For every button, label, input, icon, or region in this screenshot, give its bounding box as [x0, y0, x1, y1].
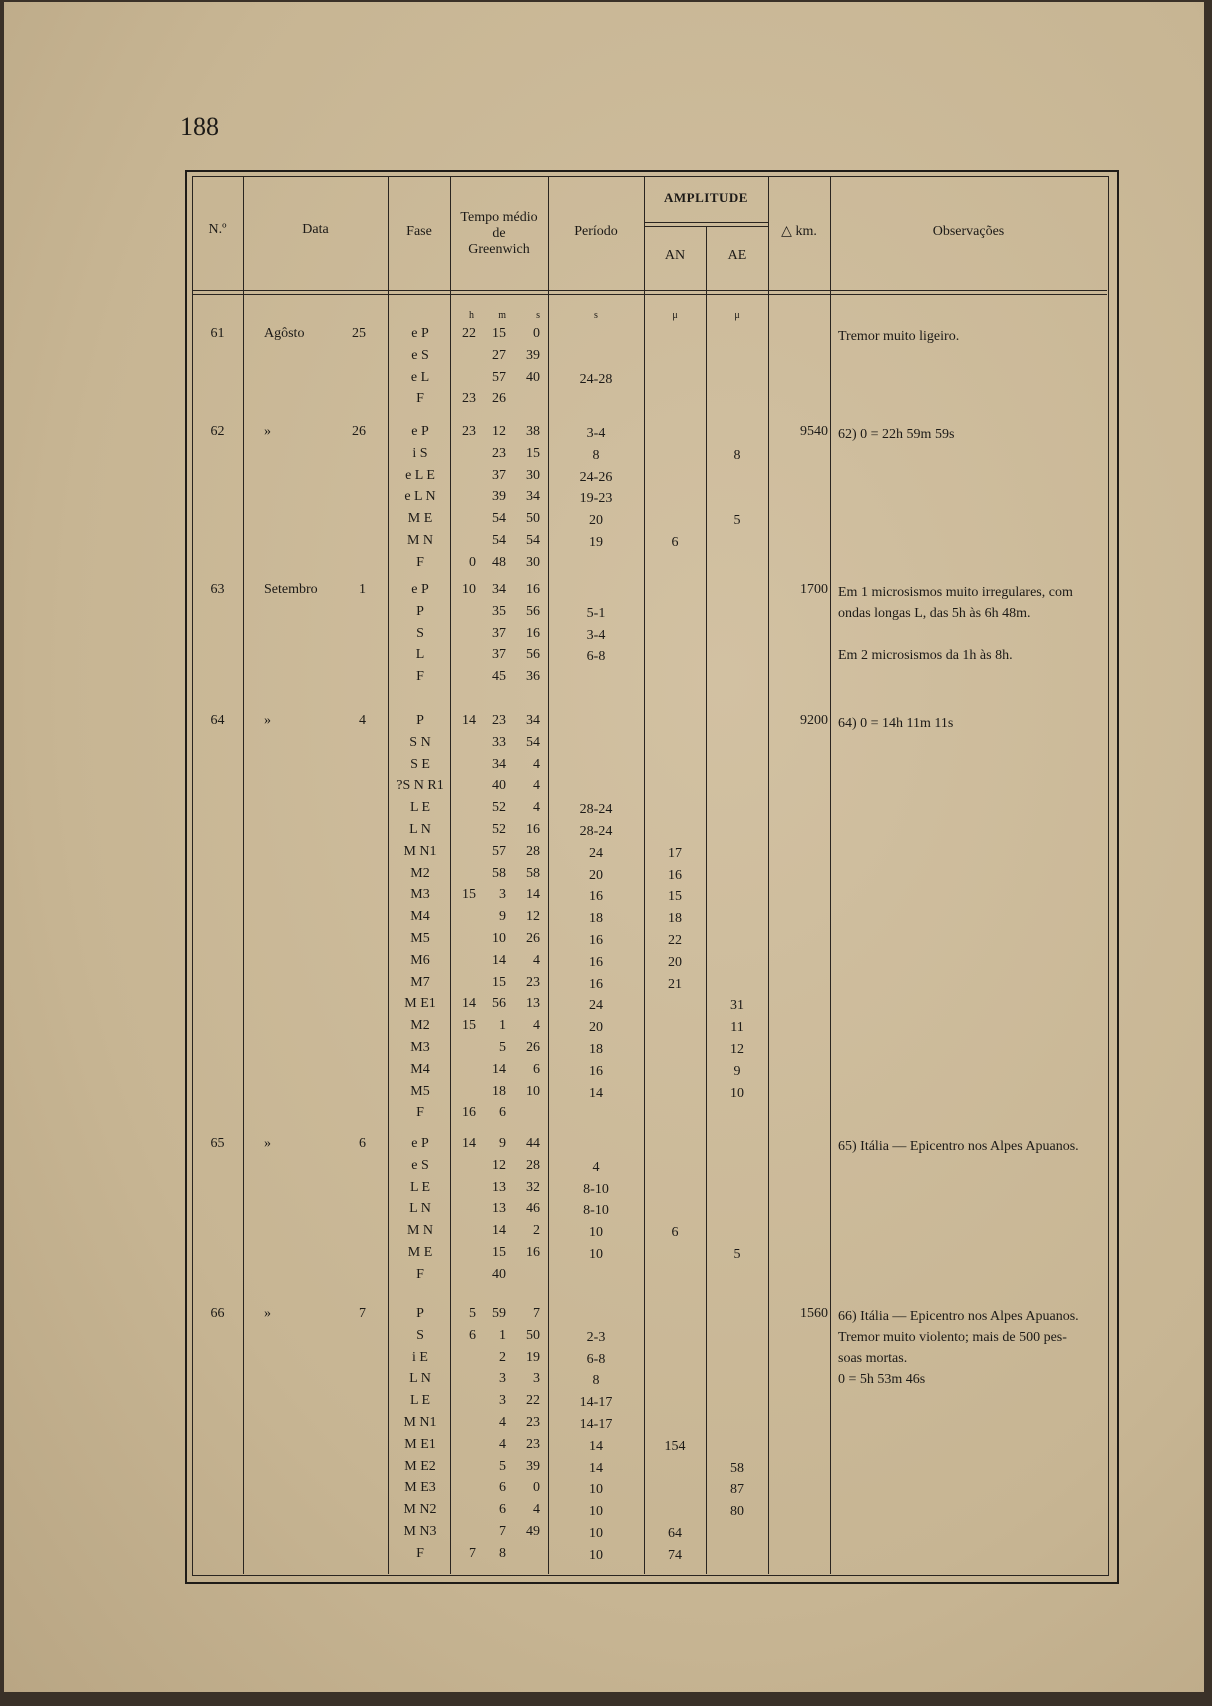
observation-line: 65) Itália — Epicentro nos Alpes Apuanos. [838, 1139, 1079, 1154]
period-cell: 8-10 [583, 1182, 609, 1197]
header-data: Data [302, 222, 329, 237]
second-cell: 16 [526, 822, 540, 837]
minute-cell: 35 [492, 604, 506, 619]
amplitude-e-cell: 12 [730, 1042, 744, 1057]
second-cell: 16 [526, 1245, 540, 1260]
phase-cell: M2 [410, 866, 430, 881]
page-number: 188 [180, 112, 219, 141]
minute-cell: 52 [492, 800, 506, 815]
event-distance: 9540 [800, 424, 828, 439]
header-amplitude: AMPLITUDE [664, 190, 748, 205]
phase-cell: M3 [410, 1040, 430, 1055]
phase-cell: L E [409, 1393, 431, 1408]
amplitude-n-cell: 64 [668, 1526, 682, 1541]
event-number: 64 [210, 713, 225, 728]
minute-cell: 37 [492, 468, 506, 483]
event-month: Agôsto [264, 326, 305, 341]
second-cell: 49 [526, 1524, 540, 1539]
amplitude-n-cell: 22 [668, 933, 682, 948]
phase-cell: e S [411, 1158, 429, 1173]
minute-cell: 18 [492, 1084, 506, 1099]
second-cell: 50 [526, 511, 540, 526]
second-cell: 23 [526, 1437, 540, 1452]
second-cell: 28 [526, 1158, 540, 1173]
phase-cell: S E [410, 757, 430, 772]
period-cell: 20 [589, 1020, 603, 1035]
header-rule [192, 294, 1107, 295]
minute-cell: 15 [492, 326, 506, 341]
second-cell: 22 [526, 1393, 540, 1408]
phase-cell: P [416, 713, 424, 728]
event-distance: 9200 [800, 713, 828, 728]
hour-cell: 14 [462, 996, 476, 1011]
period-cell: 16 [589, 955, 603, 970]
amplitude-n-cell: 20 [668, 955, 682, 970]
minute-cell: 5 [499, 1459, 506, 1474]
second-cell: 36 [526, 669, 540, 684]
second-cell: 4 [533, 953, 540, 968]
second-cell: 0 [533, 326, 540, 341]
observation-line: Em 1 microsismos muito irregulares, com [838, 585, 1073, 600]
phase-cell: M E [407, 1245, 433, 1260]
period-cell: 3-4 [586, 628, 606, 643]
observation-line: soas mortas. [838, 1351, 908, 1366]
second-cell: 58 [526, 866, 540, 881]
period-cell: 16 [589, 1064, 603, 1079]
period-cell: 10 [589, 1225, 603, 1240]
minute-cell: 34 [492, 757, 506, 772]
period-cell: 14-17 [579, 1395, 613, 1410]
event-month: » [264, 1306, 271, 1321]
minute-cell: 57 [492, 844, 506, 859]
phase-cell: M2 [410, 1018, 430, 1033]
period-cell: 16 [589, 933, 603, 948]
event-month: Setembro [264, 582, 318, 597]
period-cell: 8-10 [583, 1203, 609, 1218]
header-periodo: Período [574, 224, 618, 239]
observation-line: 66) Itália — Epicentro nos Alpes Apuanos. [838, 1309, 1079, 1324]
minute-cell: 37 [492, 626, 506, 641]
second-cell: 46 [526, 1201, 540, 1216]
minute-cell: 9 [499, 1136, 506, 1151]
second-cell: 26 [526, 1040, 540, 1055]
amplitude-e-cell: 8 [733, 448, 741, 463]
event-day: 1 [359, 582, 366, 597]
hour-cell: 0 [469, 555, 476, 570]
minute-cell: 4 [499, 1437, 506, 1452]
phase-cell: i S [412, 446, 428, 461]
minute-cell: 58 [492, 866, 506, 881]
event-number: 63 [210, 582, 225, 597]
observation-line: 0 = 5h 53m 46s [838, 1372, 926, 1387]
event-month: » [264, 713, 271, 728]
minute-cell: 40 [492, 1267, 506, 1282]
event-distance: 1700 [800, 582, 828, 597]
phase-cell: e P [411, 424, 429, 439]
minute-cell: 1 [499, 1328, 506, 1343]
amplitude-rule [644, 226, 768, 227]
amplitude-e-cell: 80 [730, 1504, 744, 1519]
minute-cell: 15 [492, 1245, 506, 1260]
amplitude-e-cell: 58 [730, 1461, 744, 1476]
col-rule [830, 176, 831, 1574]
event-number: 65 [210, 1136, 225, 1151]
unit-h: h [469, 310, 474, 321]
minute-cell: 5 [499, 1040, 506, 1055]
minute-cell: 13 [492, 1201, 506, 1216]
phase-cell: L N [409, 822, 431, 837]
amplitude-n-cell: 15 [668, 889, 682, 904]
amplitude-e-cell: 31 [730, 998, 744, 1013]
second-cell: 4 [533, 800, 540, 815]
col-rule [706, 226, 707, 1574]
period-cell: 10 [589, 1548, 603, 1563]
second-cell: 4 [533, 778, 540, 793]
minute-cell: 7 [499, 1524, 506, 1539]
event-number: 62 [210, 424, 225, 439]
phase-cell: ?S N R1 [396, 778, 444, 793]
minute-cell: 27 [492, 348, 506, 363]
phase-cell: F [416, 1267, 424, 1282]
second-cell: 4 [533, 757, 540, 772]
phase-cell: M E3 [404, 1480, 436, 1495]
phase-cell: S N [409, 735, 431, 750]
phase-cell: e L N [404, 489, 436, 504]
minute-cell: 37 [492, 647, 506, 662]
second-cell: 34 [526, 713, 540, 728]
second-cell: 19 [526, 1350, 540, 1365]
minute-cell: 13 [492, 1180, 506, 1195]
phase-cell: M6 [410, 953, 430, 968]
second-cell: 16 [526, 582, 540, 597]
phase-cell: F [416, 1105, 424, 1120]
second-cell: 10 [526, 1084, 540, 1099]
period-cell: 14 [589, 1439, 603, 1454]
phase-cell: M7 [410, 975, 430, 990]
hour-cell: 5 [469, 1306, 476, 1321]
second-cell: 28 [526, 844, 540, 859]
minute-cell: 48 [492, 555, 506, 570]
second-cell: 34 [526, 489, 540, 504]
period-cell: 19 [589, 535, 603, 550]
minute-cell: 15 [492, 975, 506, 990]
amplitude-n-cell: 18 [668, 911, 682, 926]
minute-cell: 14 [492, 1223, 506, 1238]
phase-cell: M N1 [403, 1415, 437, 1430]
period-cell: 16 [589, 889, 603, 904]
phase-cell: S [416, 1328, 424, 1343]
amplitude-e-cell: 9 [733, 1064, 741, 1079]
period-cell: 18 [589, 911, 603, 926]
phase-cell: M E1 [404, 1437, 436, 1452]
event-month: » [264, 1136, 271, 1151]
period-cell: 6-8 [586, 649, 606, 664]
unit-an: μ [672, 310, 678, 321]
minute-cell: 6 [499, 1105, 506, 1120]
minute-cell: 56 [492, 996, 506, 1011]
hour-cell: 15 [462, 1018, 476, 1033]
event-day: 7 [359, 1306, 366, 1321]
event-day: 25 [352, 326, 366, 341]
period-cell: 6-8 [586, 1352, 606, 1367]
period-cell: 24-28 [579, 372, 613, 387]
period-cell: 28-24 [579, 824, 613, 839]
amplitude-n-cell: 6 [671, 535, 679, 550]
minute-cell: 52 [492, 822, 506, 837]
phase-cell: L [415, 647, 425, 662]
observation-line: 62) 0 = 22h 59m 59s [838, 427, 955, 442]
amplitude-n-cell: 16 [668, 868, 682, 883]
amplitude-e-cell: 11 [730, 1020, 744, 1035]
phase-cell: L N [409, 1371, 431, 1386]
second-cell: 26 [526, 931, 540, 946]
second-cell: 23 [526, 1415, 540, 1430]
header-ae: AE [727, 248, 747, 263]
unit-m: m [498, 310, 506, 321]
hour-cell: 23 [462, 391, 476, 406]
period-cell: 10 [589, 1504, 603, 1519]
minute-cell: 10 [492, 931, 506, 946]
phase-cell: L E [409, 800, 431, 815]
phase-cell: e P [411, 1136, 429, 1151]
event-distance: 1560 [800, 1306, 828, 1321]
period-cell: 10 [589, 1526, 603, 1541]
phase-cell: e P [411, 326, 429, 341]
minute-cell: 57 [492, 370, 506, 385]
minute-cell: 8 [499, 1546, 506, 1561]
minute-cell: 1 [499, 1018, 506, 1033]
amplitude-n-cell: 74 [668, 1548, 682, 1563]
phase-cell: M N [406, 533, 434, 548]
minute-cell: 45 [492, 669, 506, 684]
minute-cell: 14 [492, 953, 506, 968]
phase-cell: M N [406, 1223, 434, 1238]
minute-cell: 34 [492, 582, 506, 597]
amplitude-rule [644, 222, 768, 223]
minute-cell: 12 [492, 424, 506, 439]
header-num: N.º [208, 222, 227, 237]
header-tempo-line2: de [492, 226, 506, 241]
observation-line: ondas longas L, das 5h às 6h 48m. [838, 606, 1031, 621]
minute-cell: 9 [499, 909, 506, 924]
event-day: 6 [359, 1136, 366, 1151]
unit-ae: μ [734, 310, 740, 321]
period-cell: 14 [589, 1086, 603, 1101]
minute-cell: 14 [492, 1062, 506, 1077]
phase-cell: e P [411, 582, 429, 597]
period-cell: 24 [589, 846, 603, 861]
second-cell: 0 [533, 1480, 540, 1495]
phase-cell: F [416, 555, 424, 570]
event-day: 4 [359, 713, 366, 728]
observation-line: Em 2 microsismos da 1h às 8h. [838, 648, 1013, 663]
period-cell: 8 [592, 1373, 600, 1388]
second-cell: 15 [526, 446, 540, 461]
minute-cell: 2 [499, 1350, 506, 1365]
phase-cell: M N2 [403, 1502, 437, 1517]
hour-cell: 6 [469, 1328, 476, 1343]
period-cell: 10 [589, 1247, 603, 1262]
minute-cell: 54 [492, 533, 506, 548]
phase-cell: S [416, 626, 424, 641]
amplitude-n-cell: 6 [671, 1225, 679, 1240]
amplitude-e-cell: 87 [730, 1482, 744, 1497]
minute-cell: 6 [499, 1502, 506, 1517]
phase-cell: M N3 [403, 1524, 437, 1539]
col-rule [768, 176, 769, 1574]
header-tempo-line1: Tempo médio [460, 210, 538, 225]
period-cell: 24 [589, 998, 603, 1013]
second-cell: 39 [526, 1459, 540, 1474]
phase-cell: M3 [410, 887, 430, 902]
hour-cell: 14 [462, 1136, 476, 1151]
period-cell: 2-3 [586, 1330, 606, 1345]
hour-cell: 16 [462, 1105, 476, 1120]
minute-cell: 6 [499, 1480, 506, 1495]
minute-cell: 12 [492, 1158, 506, 1173]
event-day: 26 [352, 424, 366, 439]
minute-cell: 3 [499, 1393, 506, 1408]
period-cell: 24-26 [579, 470, 613, 485]
phase-cell: e L [410, 370, 430, 385]
phase-cell: M4 [410, 909, 430, 924]
phase-cell: M5 [410, 931, 430, 946]
phase-cell: L N [409, 1201, 431, 1216]
second-cell: 4 [533, 1502, 540, 1517]
period-cell: 14 [589, 1461, 603, 1476]
minute-cell: 59 [492, 1306, 506, 1321]
phase-cell: F [416, 391, 424, 406]
phase-cell: F [416, 669, 424, 684]
period-cell: 3-4 [586, 426, 606, 441]
phase-cell: M5 [410, 1084, 430, 1099]
phase-cell: P [416, 1306, 424, 1321]
period-cell: 10 [589, 1482, 603, 1497]
second-cell: 50 [526, 1328, 540, 1343]
amplitude-e-cell: 5 [733, 1247, 741, 1262]
period-cell: 8 [592, 448, 600, 463]
phase-cell: F [416, 1546, 424, 1561]
unit-s: s [536, 310, 540, 321]
header-km: △ km. [781, 224, 817, 239]
minute-cell: 4 [499, 1415, 506, 1430]
unit-period: s [594, 310, 598, 321]
amplitude-e-cell: 10 [730, 1086, 744, 1101]
period-cell: 18 [589, 1042, 603, 1057]
second-cell: 16 [526, 626, 540, 641]
period-cell: 20 [589, 868, 603, 883]
second-cell: 14 [526, 887, 540, 902]
observation-line: Tremor muito ligeiro. [838, 329, 960, 344]
phase-cell: M4 [410, 1062, 430, 1077]
hour-cell: 14 [462, 713, 476, 728]
hour-cell: 23 [462, 424, 476, 439]
phase-cell: M E [407, 511, 433, 526]
amplitude-n-cell: 154 [664, 1439, 686, 1454]
phase-cell: M E1 [404, 996, 436, 1011]
minute-cell: 54 [492, 511, 506, 526]
second-cell: 6 [533, 1062, 540, 1077]
phase-cell: L E [409, 1180, 431, 1195]
phase-cell: M E2 [404, 1459, 436, 1474]
second-cell: 4 [533, 1018, 540, 1033]
amplitude-e-cell: 5 [733, 513, 741, 528]
second-cell: 40 [526, 370, 540, 385]
period-cell: 28-24 [579, 802, 613, 817]
phase-cell: P [416, 604, 424, 619]
header-tempo [450, 210, 548, 258]
second-cell: 32 [526, 1180, 540, 1195]
minute-cell: 40 [492, 778, 506, 793]
second-cell: 38 [526, 424, 540, 439]
minute-cell: 23 [492, 446, 506, 461]
second-cell: 44 [526, 1136, 540, 1151]
second-cell: 23 [526, 975, 540, 990]
period-cell: 5-1 [586, 606, 606, 621]
event-number: 66 [210, 1306, 225, 1321]
phase-cell: i E [412, 1350, 428, 1365]
event-month: » [264, 424, 271, 439]
minute-cell: 3 [499, 887, 506, 902]
second-cell: 3 [533, 1371, 540, 1386]
period-cell: 16 [589, 977, 603, 992]
observation-line: 64) 0 = 14h 11m 11s [838, 716, 954, 731]
header-rule [192, 290, 1107, 291]
second-cell: 30 [526, 555, 540, 570]
amplitude-n-cell: 17 [668, 846, 682, 861]
second-cell: 56 [526, 604, 540, 619]
second-cell: 54 [526, 735, 540, 750]
amplitude-n-cell: 21 [668, 977, 682, 992]
minute-cell: 23 [492, 713, 506, 728]
header-fase: Fase [406, 224, 432, 239]
second-cell: 56 [526, 647, 540, 662]
period-cell: 20 [589, 513, 603, 528]
period-cell: 19-23 [579, 491, 613, 506]
second-cell: 2 [533, 1223, 540, 1238]
observation-line: Tremor muito violento; mais de 500 pes- [838, 1330, 1067, 1345]
second-cell: 13 [526, 996, 540, 1011]
minute-cell: 26 [492, 391, 506, 406]
hour-cell: 7 [469, 1546, 476, 1561]
phase-cell: e L E [405, 468, 435, 483]
minute-cell: 33 [492, 735, 506, 750]
col-rule [243, 176, 244, 1574]
event-number: 61 [210, 326, 225, 341]
second-cell: 39 [526, 348, 540, 363]
hour-cell: 10 [462, 582, 476, 597]
col-rule [388, 176, 389, 1574]
header-an: AN [664, 248, 686, 263]
hour-cell: 15 [462, 887, 476, 902]
hour-cell: 22 [462, 326, 476, 341]
col-rule [450, 176, 451, 1574]
phase-cell: e S [411, 348, 429, 363]
minute-cell: 3 [499, 1371, 506, 1386]
second-cell: 54 [526, 533, 540, 548]
header-obs: Observações [932, 224, 1005, 239]
minute-cell: 39 [492, 489, 506, 504]
second-cell: 12 [526, 909, 540, 924]
phase-cell: M N1 [403, 844, 437, 859]
header-tempo-line3: Greenwich [468, 242, 530, 257]
period-cell: 4 [592, 1160, 600, 1175]
period-cell: 14-17 [579, 1417, 613, 1432]
second-cell: 30 [526, 468, 540, 483]
second-cell: 7 [533, 1306, 540, 1321]
